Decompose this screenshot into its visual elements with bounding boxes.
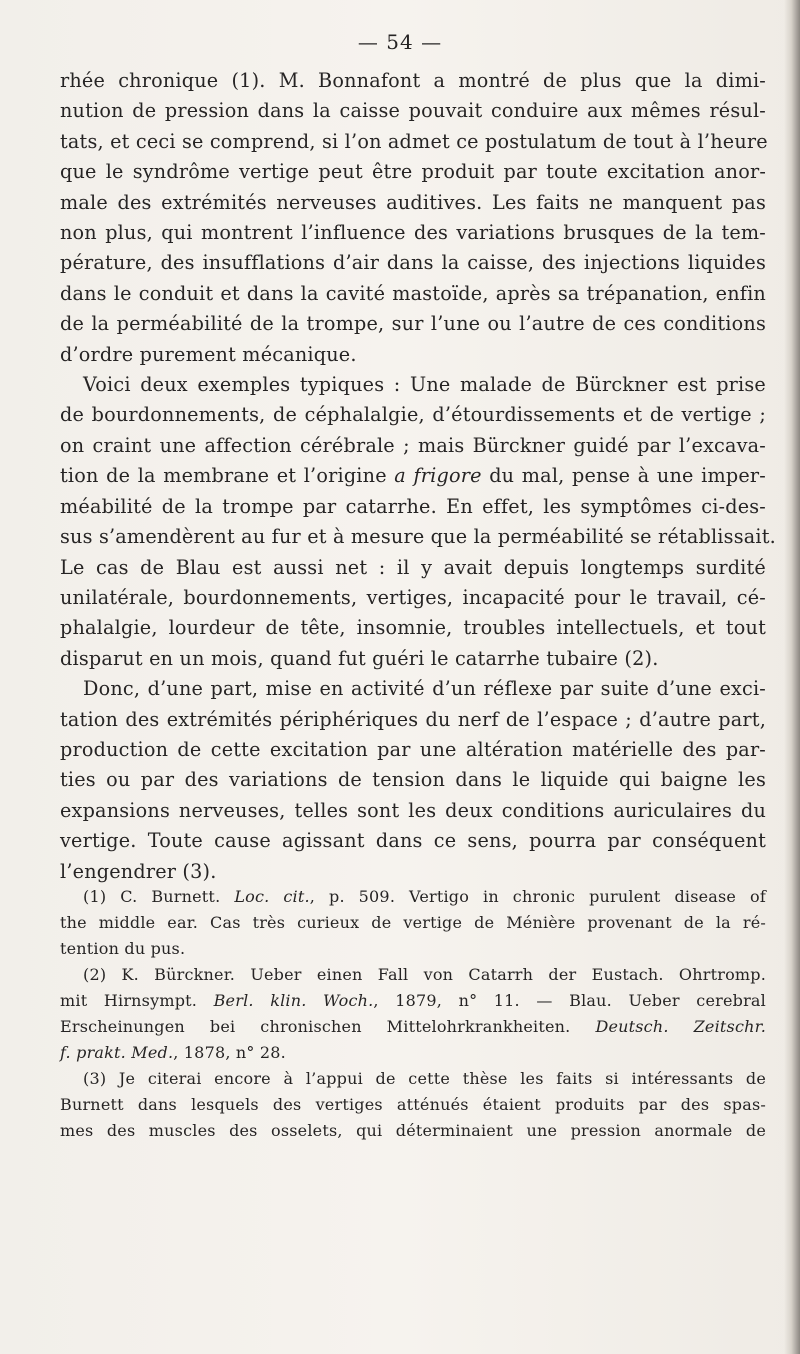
footnote-line (60, 1040, 766, 1066)
text-line: disparut en un mois, quand fut guéri le catarrhe tubaire (2). (60, 646, 659, 670)
text-line: sus s’amendèrent au fur et à mesure que la perméabilité se rétablissait. (60, 525, 776, 549)
text-line: de bourdonnements, de céphalalgie, d’étourdissements et de vertige ; (60, 403, 766, 427)
text-line (60, 461, 766, 491)
main-text (60, 66, 776, 887)
footnote-line: (3) Je citerai encore à l’appui de cette thèse les faits si intéressants de (83, 1069, 766, 1088)
text-line: production de cette excitation par une altération matérielle des par- (60, 737, 766, 761)
footnote-line: tention du pus. (60, 939, 186, 958)
text-segment: Erscheinungen bei chronischen Mittelohrkrankheiten. (60, 1017, 596, 1036)
text-line: d’ordre purement mécanique. (60, 342, 357, 366)
footnote-line (60, 988, 766, 1014)
text-segment: , 1879, n° 11. — Blau. Ueber cerebral (373, 991, 766, 1010)
text-line: tation des extrémités périphériques du nerf de l’espace ; d’autre part, (60, 707, 766, 731)
italic-phrase: Loc. cit. (234, 887, 310, 906)
text-line: que le syndrôme vertige peut être produit par toute excitation anor- (60, 160, 766, 184)
footnote-line (60, 1014, 766, 1040)
text-line: de la perméabilité de la trompe, sur l’une ou l’autre de ces conditions (60, 312, 766, 336)
text-segment: , p. 509. Vertigo in chronic purulent disease of (309, 887, 767, 906)
italic-phrase: Berl. klin. Woch. (213, 991, 374, 1010)
footnote-line: (2) K. Bürckner. Ueber einen Fall von Catarrh der Eustach. Ohrtromp. (83, 965, 766, 984)
text-line: l’engendrer (3). (60, 859, 217, 883)
text-segment: (1) C. Burnett. (83, 887, 235, 906)
text-segment: du mal, pense à une imper- (481, 464, 766, 488)
footnote-line: mes des muscles des osselets, qui déterminaient une pression anormale de (60, 1121, 766, 1140)
text-line: tats, et ceci se comprend, si l’on admet ce postulatum de tout à l’heure (60, 129, 768, 153)
text-line: non plus, qui montrent l’influence des variations brusques de la tem- (60, 221, 766, 245)
text-segment: , 1878, n° 28. (173, 1043, 286, 1062)
text-line: Voici deux exemples typiques : Une malade de Bürckner est prise (83, 373, 766, 397)
text-line: nution de pression dans la caisse pouvait conduire aux mêmes résul- (60, 99, 766, 123)
text-line: Le cas de Blau est aussi net : il y avait depuis longtemps surdité (60, 555, 766, 579)
text-line: ties ou par des variations de tension dans le liquide qui baigne les (60, 768, 766, 792)
footnote-line: Burnett dans lesquels des vertiges atténués étaient produits par des spas- (60, 1095, 766, 1114)
text-line: unilatérale, bourdonnements, vertiges, incapacité pour le travail, cé- (60, 585, 766, 609)
text-line: vertige. Toute cause agissant dans ce sens, pourra par conséquent (60, 829, 766, 853)
text-segment: mit Hirnsympt. (60, 991, 214, 1010)
text-line: pérature, des insufflations d’air dans la caisse, des injections liquides (60, 251, 766, 275)
italic-phrase: a frigore (394, 464, 482, 488)
footnotes (60, 884, 766, 1144)
italic-phrase: Deutsch. Zeitschr. (595, 1017, 766, 1036)
footnote-line: the middle ear. Cas très curieux de vertige de Ménière provenant de la ré- (60, 913, 766, 932)
italic-phrase: f. prakt. Med. (60, 1043, 174, 1062)
text-line: on craint une affection cérébrale ; mais Bürckner guidé par l’excava- (60, 433, 766, 457)
text-line: Donc, d’une part, mise en activité d’un réflexe par suite d’une exci- (83, 677, 766, 701)
text-line: rhée chronique (1). M. Bonnafont a montré de plus que la dimi- (60, 69, 766, 92)
footnote-line (60, 884, 766, 910)
text-line: male des extrémités nerveuses auditives. Les faits ne manquent pas (60, 190, 766, 214)
text-line: phalalgie, lourdeur de tête, insomnie, troubles intellectuels, et tout (60, 616, 766, 640)
text-segment: tion de la membrane et l’origine (60, 464, 395, 488)
page-number: — 54 — (357, 30, 443, 54)
page-edge-shadow (784, 0, 800, 1354)
text-line: méabilité de la trompe par catarrhe. En effet, les symptômes ci-des- (60, 494, 766, 518)
text-line: expansions nerveuses, telles sont les deux conditions auriculaires du (60, 798, 766, 822)
text-line: dans le conduit et dans la cavité mastoïde, après sa trépanation, enfin (60, 281, 766, 305)
